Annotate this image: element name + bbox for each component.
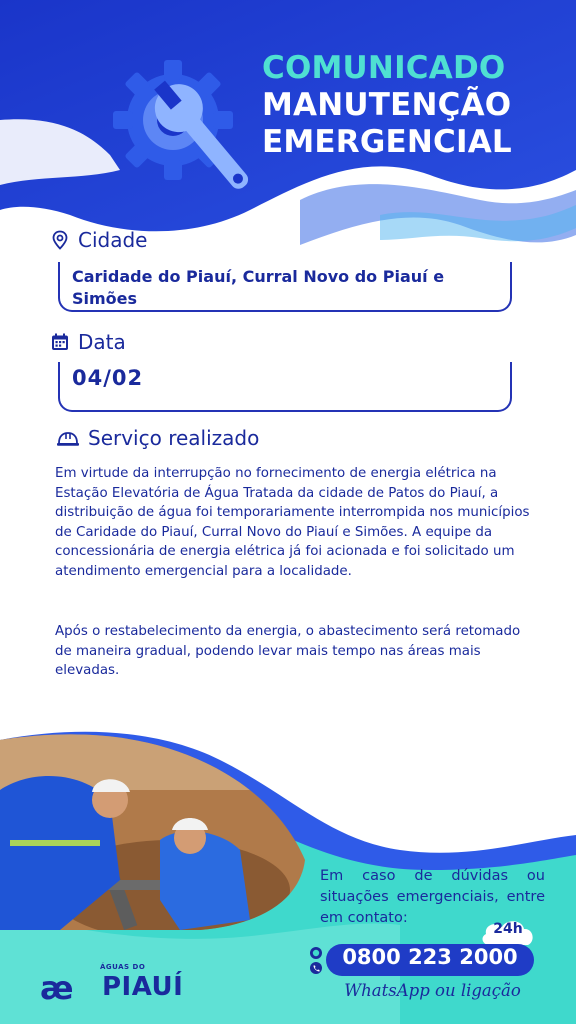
brand-logo-mark xyxy=(40,973,100,1003)
phone-number[interactable]: 0800 223 2000 xyxy=(342,945,518,969)
badge-24h: 24h xyxy=(493,921,523,937)
service-paragraph-2: Após o restabelecimento da energia, o abastecimento será retomado de maneira gradual, podendo levar mais tempo nas áreas mais elevadas. xyxy=(55,624,521,679)
title-block xyxy=(262,50,562,161)
phone-icon xyxy=(310,962,322,974)
service-paragraph-1: Em virtude da interrupção no fornecimento de energia elétrica na Estação Elevatória de Água Tratada da cidade de Patos do Piauí, a distribuição de água foi temporariamente interrompida nos municípios de Caridade do Piauí, Curral Novo do Piauí e Simões. A equipe da concessionária de energia elétrica já foi acionada e foi solicitado um atendimento emergencial para a localidade. xyxy=(55,466,530,579)
brand-name: PIAUÍ xyxy=(102,972,184,1002)
date-label: Data xyxy=(78,330,126,354)
service-label: Serviço realizado xyxy=(88,426,260,450)
contact-channels: WhatsApp ou ligação xyxy=(344,981,521,1000)
map-pin-icon xyxy=(50,230,70,250)
date-value: 04/02 xyxy=(72,366,144,390)
hard-hat-icon xyxy=(56,428,80,448)
brand-small-text: ÁGUAS DO xyxy=(100,963,146,971)
contact-icons xyxy=(308,946,324,976)
date-label-row xyxy=(50,330,126,354)
svg-text:æ: æ xyxy=(40,973,74,1003)
city-value: Caridade do Piauí, Curral Novo do Piauí e Simões xyxy=(72,267,445,308)
title-emergencial: EMERGENCIAL xyxy=(262,124,512,160)
service-label-row xyxy=(56,426,259,450)
city-label-row xyxy=(50,228,147,252)
title-manutencao: MANUTENÇÃO xyxy=(262,87,512,123)
contact-text: Em caso de dúvidas ou situações emergenciais, entre em contato: xyxy=(320,868,545,926)
workers-photo xyxy=(0,730,310,930)
title-comunicado: COMUNICADO xyxy=(262,50,506,86)
city-label: Cidade xyxy=(78,228,148,252)
calendar-icon xyxy=(50,332,70,352)
whatsapp-icon xyxy=(310,947,322,959)
gear-wrench-icon xyxy=(108,45,258,195)
